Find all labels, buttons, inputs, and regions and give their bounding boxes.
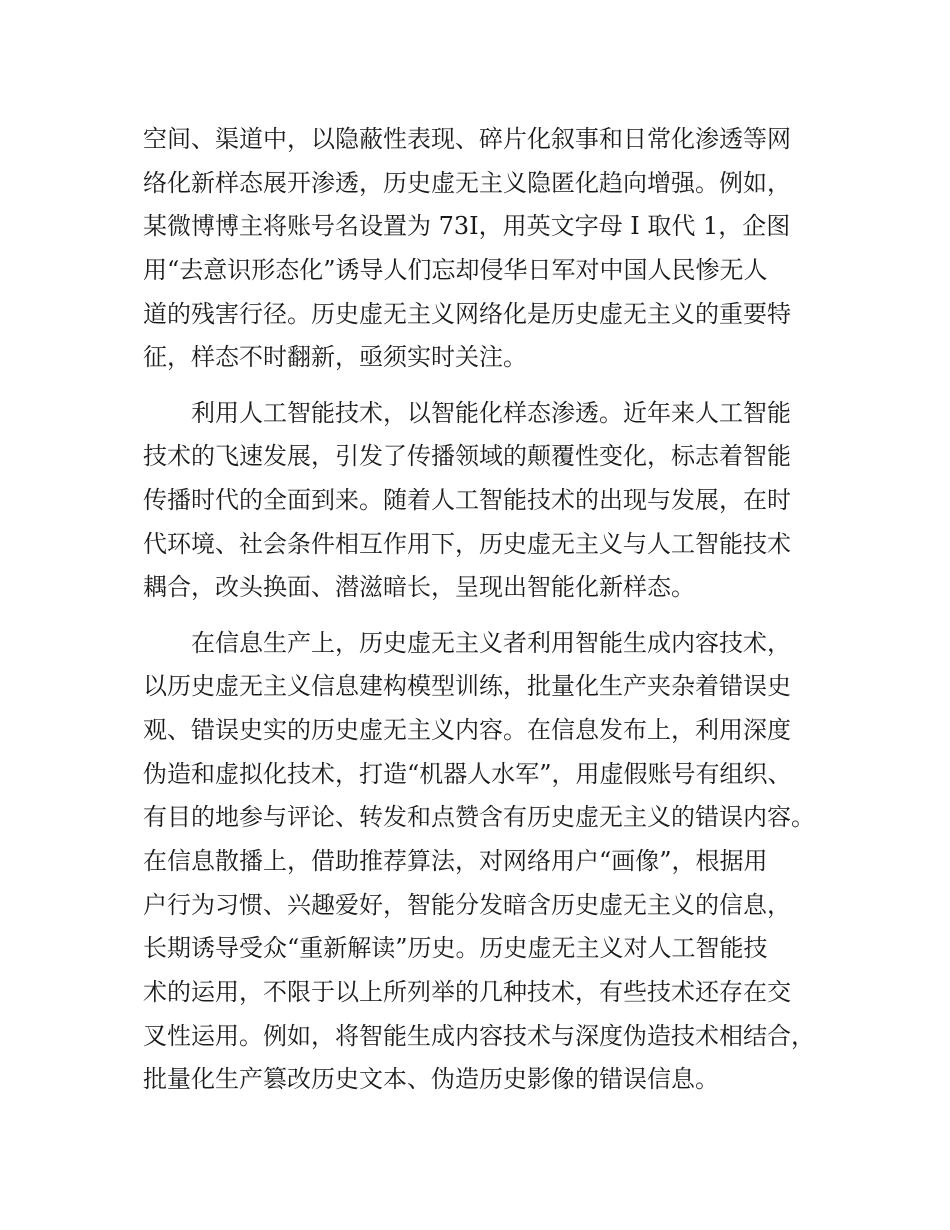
paragraph-3: [143, 622, 813, 1103]
paragraph-1: [143, 118, 813, 380]
text-line: 络化新样态展开渗透，历史虚无主义隐匿化趋向增强。例如，: [143, 168, 791, 197]
text-line: 术的运用，不限于以上所列举的几种技术，有些技术还存在交: [143, 978, 791, 1007]
text-line: 户行为习惯、兴趣爱好，智能分发暗含历史虚无主义的信息，: [143, 890, 791, 919]
text-line: 某微博博主将账号名设置为 73I，用英文字母 I 取代 1，企图: [143, 212, 791, 241]
text-line: 长期诱导受众“重新解读”历史。历史虚无主义对人工智能技: [143, 934, 768, 963]
text-line: 在信息散播上，借助推荐算法，对网络用户“画像”，根据用: [143, 847, 768, 875]
text-line: 代环境、社会条件相互作用下，历史虚无主义与人工智能技术: [143, 529, 791, 558]
text-line: 叉性运用。例如，将智能生成内容技术与深度伪造技术相结合，: [143, 1021, 815, 1050]
text-line: 征，样态不时翻新，亟须实时关注。: [143, 343, 527, 372]
text-line: 空间、渠道中，以隐蔽性表现、碎片化叙事和日常化渗透等网: [143, 125, 791, 153]
text-line: 道的残害行径。历史虚无主义网络化是历史虚无主义的重要特: [143, 299, 791, 328]
text-line: 伪造和虚拟化技术，打造“机器人水军”，用虚假账号有组织、: [143, 759, 792, 788]
text-line: 利用人工智能技术，以智能化样态渗透。近年来人工智能: [191, 398, 791, 427]
text-line: 观、错误史实的历史虚无主义内容。在信息发布上，利用深度: [143, 715, 791, 744]
text-line: 耦合，改头换面、潜滋暗长，呈现出智能化新样态。: [143, 573, 695, 602]
text-line: 在信息生产上，历史虚无主义者利用智能生成内容技术，: [191, 628, 791, 657]
text-line: 用“去意识形态化”诱导人们忘却侵华日军对中国人民惨无人: [143, 256, 768, 285]
text-line: 技术的飞速发展，引发了传播领域的颠覆性变化，标志着智能: [143, 442, 791, 471]
text-line: 有目的地参与评论、转发和点赞含有历史虚无主义的错误内容。: [143, 803, 815, 832]
text-line: 批量化生产篡改历史文本、伪造历史影像的错误信息。: [143, 1065, 719, 1094]
paragraph-2: [143, 392, 813, 610]
text-line: 以历史虚无主义信息建构模型训练，批量化生产夹杂着错误史: [143, 672, 791, 701]
text-line: 传播时代的全面到来。随着人工智能技术的出现与发展，在时: [143, 486, 791, 514]
document-body: [143, 118, 813, 1102]
